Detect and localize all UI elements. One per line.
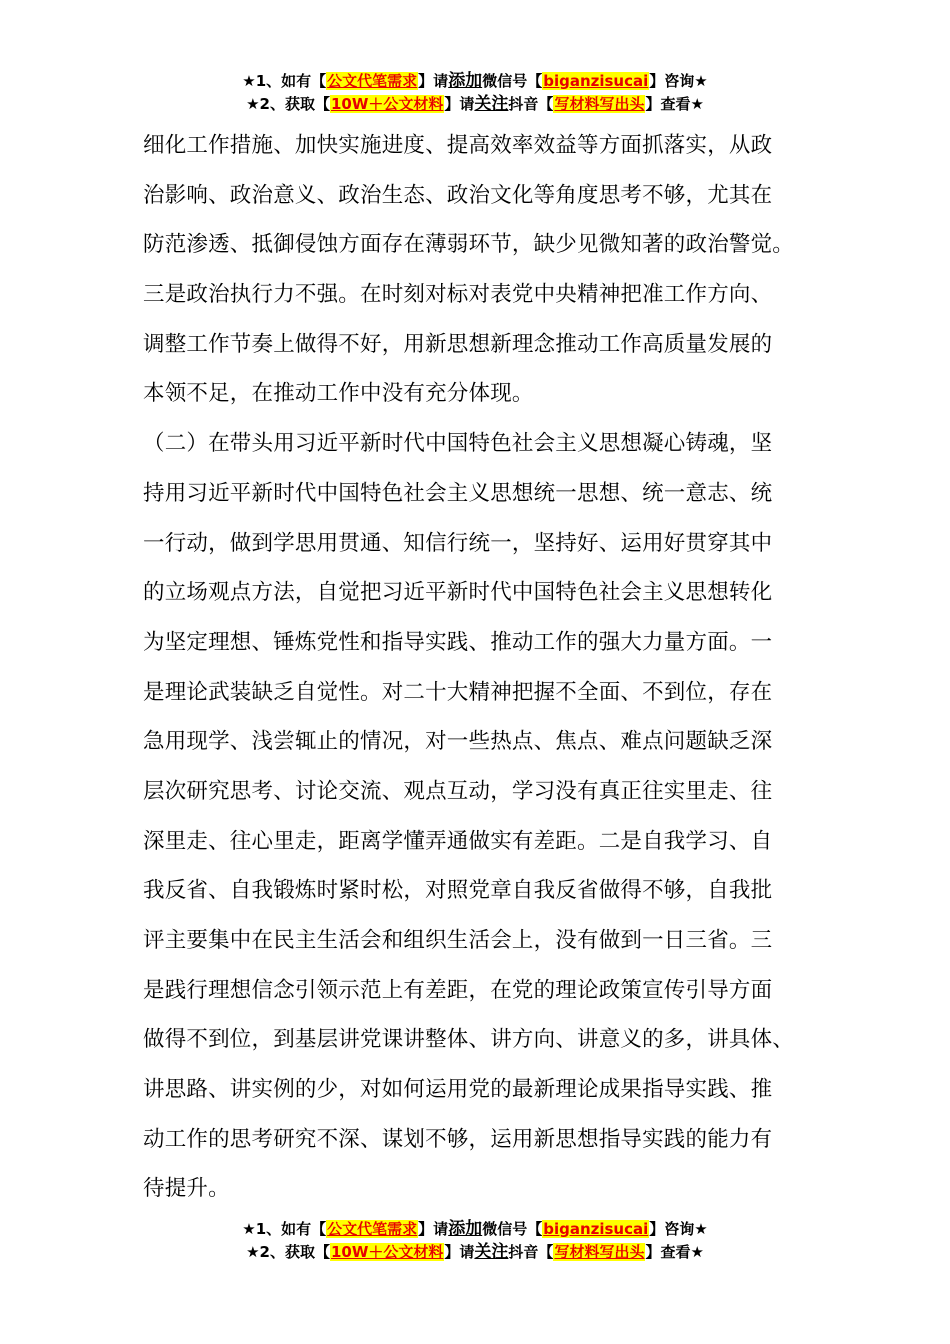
banner-highlight: 公文代笔需求 xyxy=(327,72,418,90)
banner-highlight: 写材料写出头 xyxy=(554,1243,645,1261)
body-line: 讲思路、讲实例的少，对如何运用党的最新理论成果指导实践、推 xyxy=(143,1077,773,1103)
body-line: 我反省、自我锻炼时紧时松，对照党章自我反省做得不够，自我批 xyxy=(143,878,773,904)
banner-text: ★1、如有【 xyxy=(242,72,327,90)
banner-text: 抖音【 xyxy=(508,1243,554,1261)
body-line: 调整工作节奏上做得不好，用新思想新理念推动工作高质量发展的 xyxy=(143,331,773,357)
banner-highlight: 公文代笔需求 xyxy=(327,1220,418,1238)
banner-text: ★1、如有【 xyxy=(242,1220,327,1238)
banner-text: 】咨询★ xyxy=(649,72,708,90)
body-line: 做得不到位，到基层讲党课讲整体、讲方向、讲意义的多，讲具体、 xyxy=(143,1027,795,1053)
banner-highlight: 10W＋公文材料 xyxy=(330,1243,444,1261)
banner-text: 微信号【 xyxy=(482,72,543,90)
banner-highlight: biganzisucai xyxy=(543,1220,649,1238)
header-banner xyxy=(0,70,950,116)
body-line: 深里走、往心里走，距离学懂弄通做实有差距。二是自我学习、自 xyxy=(143,828,773,854)
banner-line-2 xyxy=(0,93,950,116)
body-line: 评主要集中在民主生活会和组织生活会上，没有做到一日三省。三 xyxy=(143,928,773,953)
banner-text: ★2、获取【 xyxy=(246,1243,330,1261)
banner-text: 】请 xyxy=(418,72,449,90)
banner-text: 】请 xyxy=(444,1243,475,1261)
body-line: 三是政治执行力不强。在时刻对标对表党中央精神把准工作方向、 xyxy=(143,282,773,308)
footer-banner xyxy=(0,1218,950,1264)
banner-highlight: 10W＋公文材料 xyxy=(330,95,444,113)
body-line: （二）在带头用习近平新时代中国特色社会主义思想凝心铸魂，坚 xyxy=(143,431,773,457)
body-line: 持用习近平新时代中国特色社会主义思想统一思想、统一意志、统 xyxy=(143,480,773,506)
banner-text: 】咨询★ xyxy=(649,1220,708,1238)
banner-highlight: biganzisucai xyxy=(543,72,649,90)
banner-text: ★2、获取【 xyxy=(246,95,330,113)
document-body xyxy=(143,121,823,1214)
body-line: 治影响、政治意义、政治生态、政治文化等角度思考不够，尤其在 xyxy=(143,182,773,208)
body-line: 是践行理想信念引领示范上有差距，在党的理论政策宣传引导方面 xyxy=(143,977,773,1003)
body-line: 防范渗透、抵御侵蚀方面存在薄弱环节，缺少见微知著的政治警觉。 xyxy=(143,232,795,258)
banner-emphasis: 关注 xyxy=(474,94,509,114)
banner-emphasis: 添加 xyxy=(448,1219,483,1239)
body-line: 的立场观点方法，自觉把习近平新时代中国特色社会主义思想转化 xyxy=(143,580,773,606)
banner-emphasis: 关注 xyxy=(474,1242,509,1262)
banner-line-1 xyxy=(0,1218,950,1241)
body-line: 动工作的思考研究不深、谋划不够，运用新思想指导实践的能力有 xyxy=(143,1126,773,1152)
banner-text: 】查看★ xyxy=(645,95,704,113)
body-line: 细化工作措施、加快实施进度、提高效率效益等方面抓落实，从政 xyxy=(143,133,773,158)
banner-text: 】请 xyxy=(418,1220,449,1238)
banner-highlight: 写材料写出头 xyxy=(554,95,645,113)
banner-line-1 xyxy=(0,70,950,93)
banner-text: 微信号【 xyxy=(482,1220,543,1238)
body-line: 急用现学、浅尝辄止的情况，对一些热点、焦点、难点问题缺乏深 xyxy=(143,729,773,755)
body-line: 为坚定理想、锤炼党性和指导实践、推动工作的强大力量方面。一 xyxy=(143,629,773,655)
body-line: 本领不足，在推动工作中没有充分体现。 xyxy=(143,381,534,407)
banner-text: 】查看★ xyxy=(645,1243,704,1261)
banner-text: 】请 xyxy=(444,95,475,113)
body-line: 层次研究思考、讨论交流、观点互动，学习没有真正往实里走、往 xyxy=(143,778,773,804)
banner-line-2 xyxy=(0,1241,950,1264)
body-line: 是理论武装缺乏自觉性。对二十大精神把握不全面、不到位，存在 xyxy=(143,679,773,705)
banner-emphasis: 添加 xyxy=(448,71,483,91)
body-line: 一行动，做到学思用贯通、知信行统一，坚持好、运用好贯穿其中 xyxy=(143,530,773,556)
body-line: 待提升。 xyxy=(143,1176,230,1202)
banner-text: 抖音【 xyxy=(508,95,554,113)
